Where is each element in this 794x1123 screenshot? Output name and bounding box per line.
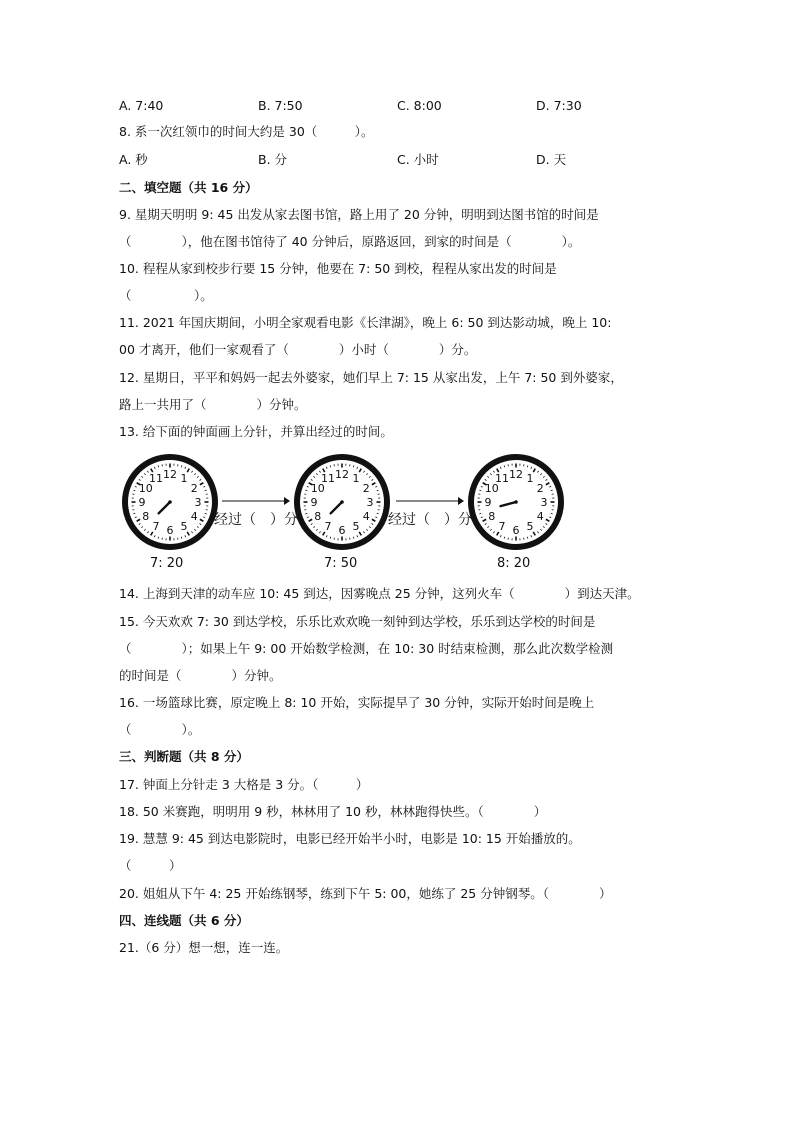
clock-center: [168, 500, 172, 504]
clock-3: [466, 452, 566, 552]
clock-number: 5: [352, 520, 360, 534]
section-3-heading: 三、判断题（共 8 分）: [119, 749, 249, 764]
q8-option-b: B. 分: [258, 152, 288, 167]
clock-number: 12: [335, 468, 349, 481]
clock-number: 10: [310, 482, 325, 495]
question-19-line-1: 19. 慧慧 9: 45 到达电影院时，电影已经开始半小时，电影是 10: 15 开始播放的。: [119, 831, 581, 846]
clock-face: [297, 457, 387, 547]
question-15-line-1: 15. 今天欢欢 7: 30 到达学校，乐乐比欢欢晚一刻钟到达学校，乐乐到达学校的时间是: [119, 614, 596, 629]
clock-2: [292, 452, 392, 552]
question-16-line-1: 16. 一场篮球比赛，原定晚上 8: 10 开始，实际提早了 30 分钟，实际开始时间是晚上: [119, 695, 595, 710]
q7-option-a: A. 7:40: [119, 98, 164, 113]
clock-number: 8: [488, 510, 496, 523]
clock-number: 6: [338, 524, 346, 537]
question-11-line-1: 11. 2021 年国庆期间，小明全家观看电影《长津湖》，晚上 6: 50 到达影动城，晚上 10:: [119, 315, 612, 330]
clock-number: 3: [194, 496, 202, 509]
clock-center: [514, 500, 518, 504]
clock-number: 1: [352, 471, 360, 485]
clock-number: 2: [362, 482, 370, 495]
clock-number: 2: [190, 482, 198, 495]
q8-option-c: C. 小时: [397, 152, 439, 167]
clock-center: [340, 500, 344, 504]
clock-2-time: 7: 50: [324, 556, 358, 571]
elapsed-label-1: 经过（ ）分: [214, 512, 298, 528]
clock-number: 7: [498, 520, 506, 534]
clock-number: 5: [526, 520, 534, 534]
question-12-line-1: 12. 星期日，平平和妈妈一起去外婆家，她们早上 7: 15 从家出发，上午 7: 50 到外婆家，: [119, 370, 623, 385]
question-9-line-1: 9. 星期天明明 9: 45 出发从家去图书馆，路上用了 20 分钟，明明到达图书馆的时间是: [119, 207, 599, 222]
clock-number: 11: [495, 471, 509, 485]
clock-number: 4: [362, 510, 370, 523]
clock-face: [125, 457, 215, 547]
clock-number: 12: [163, 468, 177, 481]
clock-number: 12: [509, 468, 523, 481]
clock-number: 7: [152, 520, 160, 534]
clock-1-time: 7: 20: [150, 556, 184, 571]
question-10-line-1: 10. 程程从家到校步行要 15 分钟，他要在 7: 50 到校，程程从家出发的时间是: [119, 261, 557, 276]
clock-face: [471, 457, 561, 547]
question-15-line-3: 的时间是（ ）分钟。: [119, 668, 282, 683]
clock-number: 4: [536, 510, 544, 523]
question-16-line-2: （ ）。: [119, 722, 201, 737]
clock-number: 1: [180, 471, 188, 485]
clock-number: 9: [138, 496, 146, 509]
question-18: 18. 50 米赛跑，明明用 9 秒，林林用了 10 秒，林林跑得快些。（ ）: [119, 804, 547, 819]
question-11-line-2: 00 才离开，他们一家观看了（ ）小时（ ）分。: [119, 342, 477, 357]
clock-number: 4: [190, 510, 198, 523]
q7-option-d: D. 7:30: [536, 98, 582, 113]
clock-number: 10: [138, 482, 153, 495]
clock-number: 11: [149, 471, 163, 485]
question-12-line-2: 路上一共用了（ ）分钟。: [119, 397, 307, 412]
clock-number: 9: [310, 496, 318, 509]
clock-number: 9: [484, 496, 492, 509]
question-17: 17. 钟面上分针走 3 大格是 3 分。（ ）: [119, 777, 369, 792]
clock-number: 5: [180, 520, 188, 534]
section-4-heading: 四、连线题（共 6 分）: [119, 913, 249, 928]
question-8: 8. 系一次红领巾的时间大约是 30（ ）。: [119, 124, 374, 139]
clock-number: 2: [536, 482, 544, 495]
clock-number: 3: [540, 496, 548, 509]
clock-number: 6: [512, 524, 520, 537]
question-9-line-2: （ ），他在图书馆待了 40 分钟后，原路返回，到家的时间是（ ）。: [119, 234, 581, 249]
clock-3-time: 8: 20: [497, 556, 531, 571]
clock-number: 8: [314, 510, 322, 523]
question-19-line-2: （ ）: [119, 858, 182, 873]
q8-option-a: A. 秒: [119, 152, 148, 167]
clock-number: 6: [166, 524, 174, 537]
question-15-line-2: （ ）；如果上午 9: 00 开始数学检测，在 10: 30 时结束检测，那么此次数学检测: [119, 641, 614, 656]
question-10-line-2: （ ）。: [119, 288, 213, 303]
question-14: 14. 上海到天津的动车应 10: 45 到达，因雾晚点 25 分钟，这列火车（ ）到达天津。: [119, 586, 640, 601]
clock-number: 11: [321, 471, 335, 485]
clock-number: 10: [484, 482, 499, 495]
arrow-1: [222, 494, 290, 508]
elapsed-label-2: 经过（ ）分: [388, 512, 472, 528]
q8-option-d: D. 天: [536, 152, 567, 167]
q7-option-c: C. 8:00: [397, 98, 442, 113]
clock-number: 3: [366, 496, 374, 509]
question-21: 21.（6 分）想一想，连一连。: [119, 940, 289, 955]
question-13: 13. 给下面的钟面画上分针，并算出经过的时间。: [119, 424, 393, 439]
arrow-2: [396, 494, 464, 508]
clock-1: [120, 452, 220, 552]
clock-number: 7: [324, 520, 332, 534]
clock-number: 8: [142, 510, 150, 523]
clock-number: 1: [526, 471, 534, 485]
question-20: 20. 姐姐从下午 4: 25 开始练钢琴，练到下午 5: 00，她练了 25 分钟钢琴。（ ）: [119, 886, 612, 901]
section-2-heading: 二、填空题（共 16 分）: [119, 180, 258, 195]
q7-option-b: B. 7:50: [258, 98, 303, 113]
